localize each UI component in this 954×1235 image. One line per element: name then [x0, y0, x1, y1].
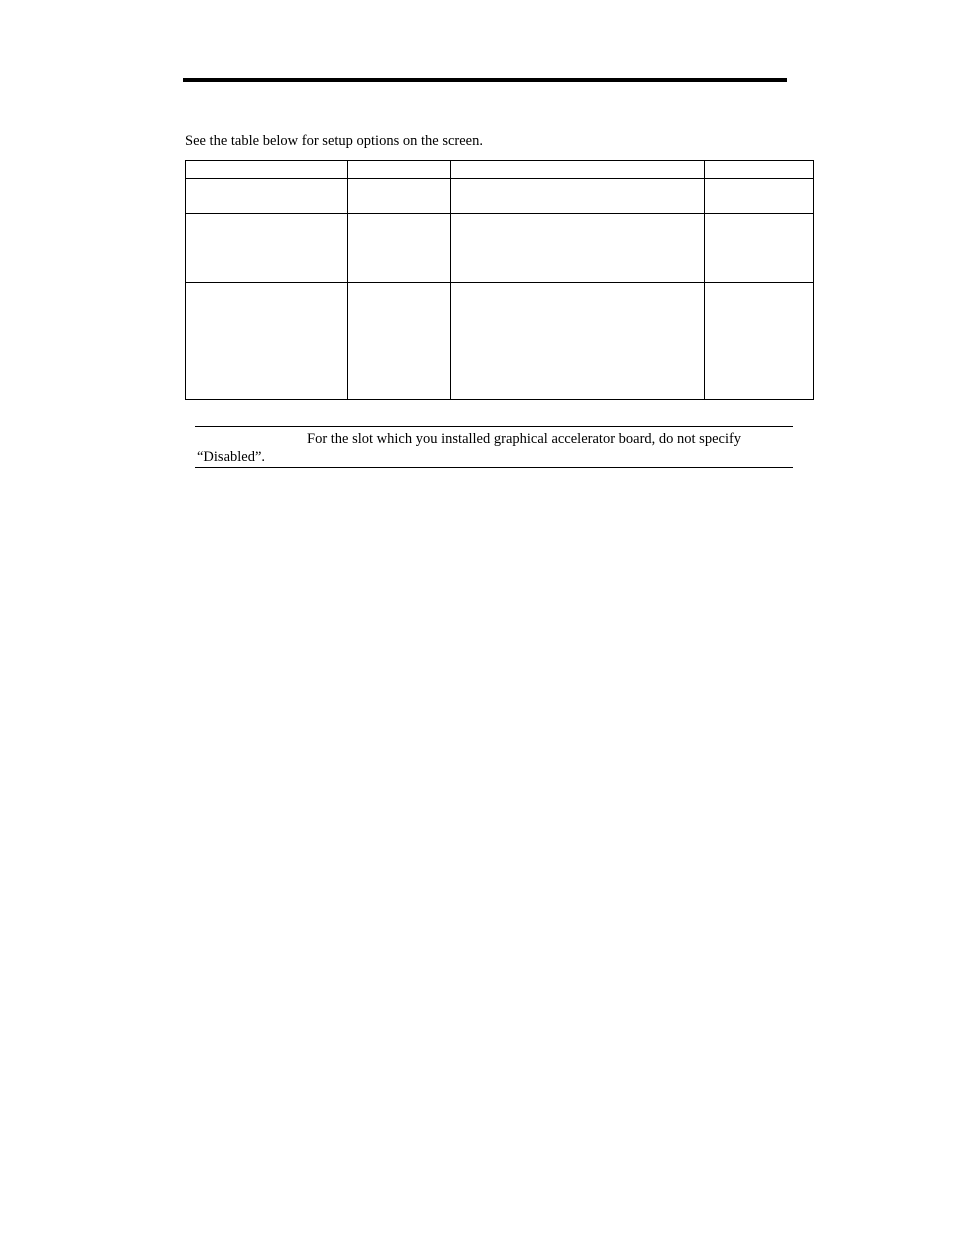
table-cell: [705, 214, 814, 283]
table-cell: [451, 161, 705, 179]
table-cell: [186, 161, 348, 179]
header-rule: [183, 78, 787, 82]
note-text-line2: “Disabled”.: [197, 449, 266, 465]
table-cell: [186, 214, 348, 283]
table-cell: [451, 283, 705, 400]
table-cell: [186, 179, 348, 214]
note-box: [195, 426, 793, 468]
table-cell: [451, 179, 705, 214]
table-row: [186, 214, 814, 283]
note-text-line1: For the slot which you installed graphical accelerator board, do not specify: [307, 431, 742, 447]
table-cell: [705, 161, 814, 179]
table-cell: [348, 283, 451, 400]
table-cell: [451, 214, 705, 283]
table-cell: [348, 161, 451, 179]
table-cell: [705, 179, 814, 214]
table-cell: [705, 283, 814, 400]
setup-options-table: [185, 160, 814, 400]
table-header-row: [186, 161, 814, 179]
table-cell: [186, 283, 348, 400]
table-cell: [348, 179, 451, 214]
table-row: [186, 283, 814, 400]
table-row: [186, 179, 814, 214]
table-cell: [348, 214, 451, 283]
intro-text: See the table below for setup options on the screen.: [185, 133, 483, 149]
